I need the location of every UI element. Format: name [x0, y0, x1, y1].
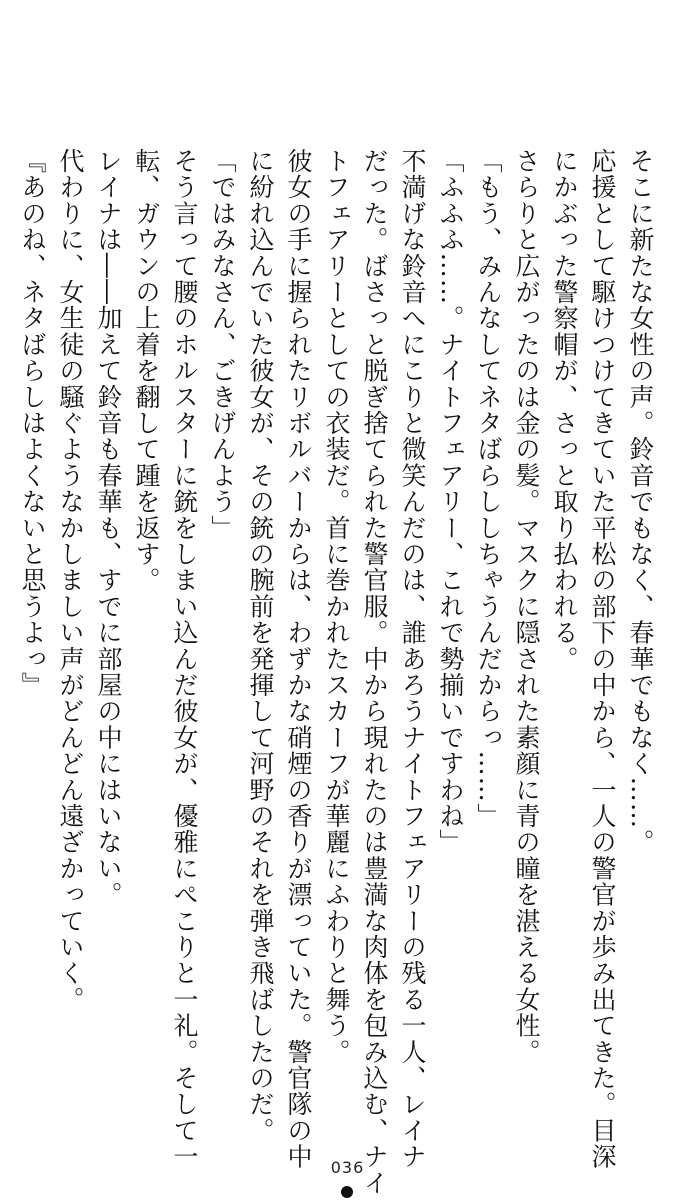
text-line: 代わりに、女生徒の騒ぐようなかしましい声がどんどん遠ざかっていく。: [56, 148, 85, 1013]
text-line: だった。ばさっと脱ぎ捨てられた警官服。中から現れたのは豊満な肉体を包み込む、ナイ: [360, 148, 389, 1196]
text-line: 「ふふふ……。ナイトフェアリー、これで勢揃いですわね」: [436, 148, 465, 856]
text-line: に紛れ込んでいた彼女が、その銃の腕前を発揮して河野のそれを弾き飛ばしたのだ。: [246, 148, 275, 1144]
text-line: にかぶった警察帽が、さっと取り払われる。: [550, 148, 579, 672]
text-line: レイナは――加えて鈴音も春華も、すでに部屋の中にはいない。: [94, 148, 123, 908]
page-marker-dot: [341, 1186, 353, 1198]
text-line: 応援として駆けつけてきていた平松の部下の中から、一人の警官が歩み出てきた。目深: [588, 148, 617, 1170]
text-line: 「もう、みんなしてネタばらししちゃうんだからっ……」: [474, 148, 503, 830]
text-line: 彼女の手に握られたリボルバーからは、わずかな硝煙の香りが漂っていた。警官隊の中: [284, 148, 313, 1170]
text-line: 『あのね、ネタばらしはよくないと思うよっ』: [18, 148, 47, 699]
page-number: 036: [330, 1158, 365, 1177]
text-line: さらりと広がったのは金の髪。マスクに隠された素顔に青の瞳を湛える女性。: [512, 148, 541, 1065]
text-line: そこに新たな女性の声。鈴音でもなく、春華でもなく……。: [626, 148, 655, 856]
text-line: 転、ガウンの上着を翻して踵を返す。: [132, 148, 161, 594]
text-line: 「ではみなさん、ごきげんよう」: [208, 148, 237, 541]
text-line: そう言って腰のホルスターに銃をしまい込んだ彼女が、優雅にぺこりと一礼。そして一: [170, 148, 199, 1170]
text-line: 不満げな鈴音へにこりと微笑んだのは、誰あろうナイトフェアリーの残る一人、レイナ: [398, 148, 427, 1170]
text-line: トフェアリーとしての衣装だ。首に巻かれたスカーフが華麗にふわりと舞う。: [322, 148, 351, 1065]
